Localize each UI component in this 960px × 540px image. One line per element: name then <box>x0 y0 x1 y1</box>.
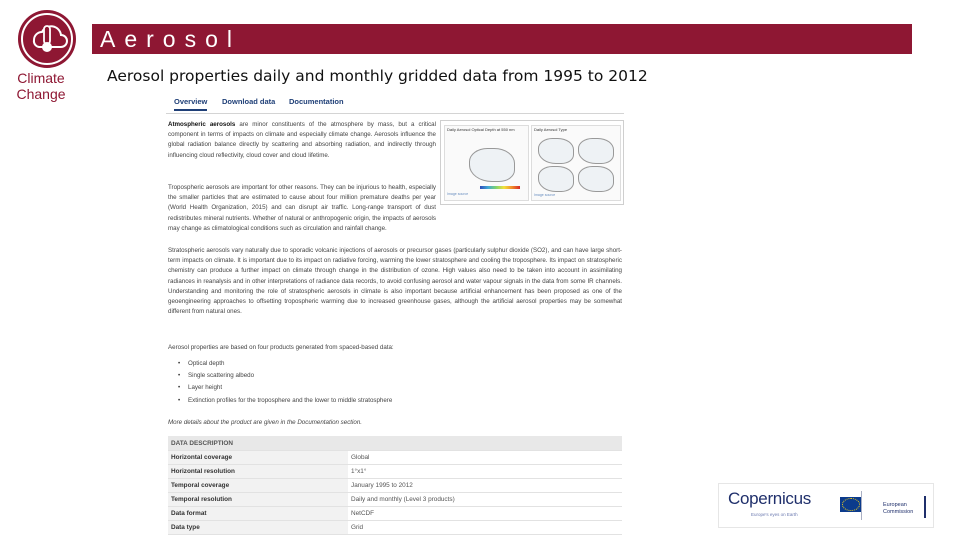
tab-download-data[interactable]: Download data <box>222 97 276 106</box>
climate-change-logo <box>18 10 76 68</box>
table-row <box>168 507 622 521</box>
page-title: Aerosol <box>100 26 241 52</box>
row-label: Data format <box>168 507 348 521</box>
tab-bar <box>166 91 624 114</box>
table-row <box>168 451 622 465</box>
europe-map <box>578 138 614 164</box>
ec-building-icon <box>861 491 880 520</box>
thermometer-cloud-icon <box>18 10 76 68</box>
row-label: Data type <box>168 521 348 535</box>
copernicus-wordmark: Copernicus <box>728 489 811 508</box>
figure-right-caption: Image source <box>534 193 556 197</box>
europe-map <box>538 166 574 192</box>
eu-stars-icon <box>842 498 860 511</box>
europe-map <box>538 138 574 164</box>
paragraph-text: are minor constituents of the atmosphere by mass, but a critical component in terms of impacts on climate and especially climate change. Aerosols influence the global radiation balance directly by scattering and absorbing radiation, and indirectly through influencing cloud reflectivity, cloud cover and cloud lifetime. <box>168 121 436 159</box>
row-value: Global <box>348 451 622 465</box>
slide-subtitle: Aerosol properties daily and monthly gridded data from 1995 to 2012 <box>107 67 648 85</box>
table-heading: DATA DESCRIPTION <box>168 436 622 451</box>
title-bar <box>92 24 912 54</box>
list-item: • Optical depth <box>178 358 392 370</box>
optical-depth-panel <box>444 125 529 201</box>
colour-scale <box>480 186 520 189</box>
term-atmospheric-aerosols: Atmospheric aerosols <box>168 121 236 128</box>
row-value: NetCDF <box>348 507 622 521</box>
embedded-page-screenshot <box>166 91 624 536</box>
row-value: Grid <box>348 521 622 535</box>
aerosol-type-panel <box>531 125 621 201</box>
tab-documentation[interactable]: Documentation <box>289 97 344 106</box>
table-header-row <box>168 436 622 451</box>
aerosol-maps-figure <box>440 120 624 205</box>
data-description-table <box>168 436 622 535</box>
tab-overview[interactable]: Overview <box>174 97 207 111</box>
figure-left-caption: Image source <box>447 192 469 196</box>
ec-wordmark: European Commission <box>883 502 914 515</box>
product-list <box>178 358 392 407</box>
more-details-note: More details about the product are given in the Documentation section. <box>168 419 362 426</box>
row-label: Temporal resolution <box>168 493 348 507</box>
figure-right-title: Daily Aerosol Type <box>534 127 568 132</box>
table-row <box>168 465 622 479</box>
copernicus-ec-logo <box>718 483 934 528</box>
logo-label: Climate Change <box>16 70 66 102</box>
table-row <box>168 479 622 493</box>
row-label: Temporal coverage <box>168 479 348 493</box>
overview-paragraph-4: Aerosol properties are based on four products generated from spaced-based data: <box>168 344 394 351</box>
list-item: • Layer height <box>178 382 392 394</box>
table-row <box>168 493 622 507</box>
list-item: • Extinction profiles for the troposphere and the lower to middle stratosphere <box>178 395 392 407</box>
overview-paragraph-3: Stratospheric aerosols vary naturally due to sporadic volcanic injections of aerosols or precursor gases (particularly sulphur dioxide (SO2), and can have large short-term impacts on climate. It is important due to its impact on radiative forcing, warming the lower stratosphere and cooling the troposphere. Its impact on stratospheric chemistry can produce a further impact on climate through change in the distribution of ozone. High values also need to be taken into account in assimilating radiances in reanalysis and in other interpretations of radiance data records, to avoid confusing aerosol and water vapour signals in the data from some IR channels. Understanding and monitoring the role of stratospheric aerosols in climate is also important because artificial enhancement has been proposed as one of the geoengineering approaches to offsetting tropospheric warming due to increased greenhouse gases, although the artificial aerosol properties may be somewhat different from natural ones. <box>168 247 622 316</box>
list-item: • Single scattering albedo <box>178 370 392 382</box>
europe-map <box>578 166 614 192</box>
copernicus-tagline: Europe's eyes on Earth <box>751 512 798 517</box>
overview-paragraph-1 <box>168 120 436 161</box>
overview-paragraph-2: Tropospheric aerosols are important for other reasons. They can be injurious to health, especially the smaller particles that are estimated to cause about four million premature deaths per year (World Health Organization, 2015) and can disrupt air traffic. Long-range transport of dust redistributes mineral nutrients. Whether of natural or anthropogenic origin, the impacts of aerosols may change as climatological conditions such as circulation and rainfall change. <box>168 184 436 232</box>
table-row <box>168 521 622 535</box>
figure-left-title: Daily Aerosol Optical Depth at 550 nm <box>447 127 515 132</box>
ec-divider <box>924 496 926 518</box>
row-label: Horizontal resolution <box>168 465 348 479</box>
row-value: Daily and monthly (Level 3 products) <box>348 493 622 507</box>
europe-map <box>469 148 515 182</box>
row-value: 1°x1° <box>348 465 622 479</box>
row-value: January 1995 to 2012 <box>348 479 622 493</box>
row-label: Horizontal coverage <box>168 451 348 465</box>
